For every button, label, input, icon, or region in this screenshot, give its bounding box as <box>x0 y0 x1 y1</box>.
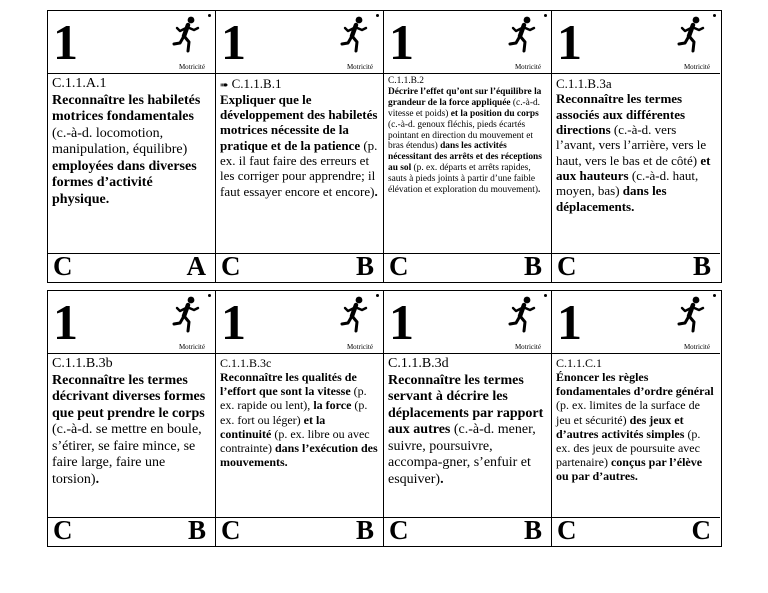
running-figure-icon <box>676 14 706 54</box>
category-label: Motricité <box>178 343 205 351</box>
card-header <box>384 11 551 74</box>
running-figure-icon <box>171 294 201 334</box>
footer-letter-left: C <box>389 515 409 545</box>
category-label: Motricité <box>346 63 373 71</box>
footer-letter-right: C <box>691 515 711 545</box>
outcome-card <box>552 291 720 546</box>
card-number: 1 <box>557 14 582 70</box>
card-footer <box>216 517 383 546</box>
outcome-text-bold: et la position du corps <box>450 108 539 119</box>
outcome-text-bold: employées dans diverses formes d’activité physique. <box>52 158 197 207</box>
outcome-text: (p. ex. limites de la surface de jeu et sécurité) <box>556 398 700 427</box>
corner-dot-icon <box>208 14 211 17</box>
outcome-text-bold: . <box>537 185 541 196</box>
outcome-text: (c.-à-d. se mettre en boule, s’étirer, se faire mince, se faire large, faire une torsion) <box>52 422 202 487</box>
footer-letter-right: B <box>355 251 374 281</box>
card-footer <box>552 253 720 282</box>
card-footer <box>384 517 551 546</box>
outcome-text-bold: Reconnaître les termes associés aux différentes directions <box>556 91 686 137</box>
outcome-text-bold: . <box>440 471 444 487</box>
card-footer <box>48 517 215 546</box>
outcome-text: (c.-à-d. locomotion, manipulation, équilibre) <box>52 125 188 158</box>
outcome-code: C.1.1.C.1 <box>556 356 603 370</box>
outcome-card <box>48 291 216 546</box>
footer-letter-right: B <box>523 515 542 545</box>
outcome-text: (p. ex. rapide ou lent), <box>220 384 367 413</box>
running-figure-icon <box>507 294 537 334</box>
running-figure-icon <box>171 14 201 54</box>
card-header <box>552 11 720 74</box>
outcome-text-bold: . <box>95 471 100 487</box>
outcome-code: C.1.1.A.1 <box>52 76 107 91</box>
card-number: 1 <box>221 294 246 350</box>
outcome-text: (p. ex. des jeux de poursuite avec partenaire) <box>556 426 701 470</box>
outcome-code: C.1.1.B.3d <box>388 356 449 371</box>
card-row <box>47 290 722 547</box>
card-footer <box>384 253 551 282</box>
card-body <box>48 74 215 253</box>
outcome-code: C.1.1.B.2 <box>388 76 424 86</box>
arrow-icon: ➠ <box>220 80 229 91</box>
footer-letter-left: C <box>221 515 241 545</box>
running-figure-icon <box>676 294 706 334</box>
footer-letter-left: C <box>53 251 73 281</box>
footer-letter-right: B <box>187 515 206 545</box>
card-header <box>48 291 215 354</box>
card-number: 1 <box>53 294 78 350</box>
outcome-text-bold: des jeux et d’autres activités simples <box>556 412 685 441</box>
category-label: Motricité <box>178 63 205 71</box>
corner-dot-icon <box>713 14 716 17</box>
running-figure-icon <box>339 14 369 54</box>
card-footer <box>216 253 383 282</box>
footer-letter-right: A <box>186 251 206 281</box>
footer-letter-left: C <box>557 251 577 281</box>
card-header <box>48 11 215 74</box>
outcome-text: (c.-à-d. vers l’avant, vers l’arrière, vers le haut, vers le bas et de côté) <box>556 121 707 168</box>
outcome-text-bold: la force <box>313 398 352 413</box>
outcome-text-bold: Reconnaître les termes décrivant diverses formes que peut prendre le corps <box>52 372 206 421</box>
outcome-text: (p. ex. il faut faire des erreurs et les corriger pour apprendre; il faut essayer encore et encore) <box>220 137 378 199</box>
outcome-text-bold: conçus par l’élève ou par d’autres. <box>556 455 703 484</box>
footer-letter-left: C <box>557 515 577 545</box>
corner-dot-icon <box>544 14 547 17</box>
card-header <box>552 291 720 354</box>
outcome-code: C.1.1.B.1 <box>231 76 282 91</box>
outcome-text: (p. ex. départs et arrêts rapides, sauts à pieds joints à partir d’une faible élévation et exploration du mouvement) <box>388 163 538 196</box>
category-label: Motricité <box>683 343 710 351</box>
outcome-code-line <box>220 76 379 92</box>
card-number: 1 <box>53 14 78 70</box>
footer-letter-right: B <box>692 251 711 281</box>
outcome-text-bold: dans les déplacements. <box>556 183 667 214</box>
outcome-code: C.1.1.B.3b <box>52 356 113 371</box>
category-label: Motricité <box>346 343 373 351</box>
card-header <box>216 291 383 354</box>
outcome-text-bold: dans les activités nécessitant des arrêts et des réceptions au sol <box>388 141 542 174</box>
card-body <box>216 354 383 517</box>
card-footer <box>552 517 720 546</box>
category-label: Motricité <box>683 63 710 71</box>
footer-letter-left: C <box>389 251 409 281</box>
outcome-text-bold: Expliquer que le développement des habiletés motrices nécessite de la pratique et de la patience <box>220 91 378 153</box>
card-number: 1 <box>557 294 582 350</box>
outcome-text: (c.-à-d. genoux fléchis, pieds écartés pointant en direction du mouvement et bras étendus) <box>388 119 534 152</box>
outcome-code: C.1.1.B.3c <box>220 356 272 370</box>
outcome-text-bold: et aux hauteurs <box>556 152 711 183</box>
corner-dot-icon <box>376 294 379 297</box>
card-number: 1 <box>221 14 246 70</box>
category-label: Motricité <box>514 63 541 71</box>
outcome-text-bold: . <box>374 183 378 199</box>
card-row <box>47 10 722 283</box>
outcome-card <box>216 11 384 282</box>
outcome-code: C.1.1.B.3a <box>556 76 612 91</box>
footer-letter-left: C <box>221 251 241 281</box>
corner-dot-icon <box>208 294 211 297</box>
outcome-text-bold: dans l’exécution des mouvements. <box>220 440 378 470</box>
outcome-card <box>552 11 720 282</box>
outcome-text: (c.-à-d. haut, moyen, bas) <box>556 167 699 199</box>
outcome-card <box>384 291 552 546</box>
outcome-text-bold: Reconnaître les qualités de l’effort que sont la vitesse <box>220 370 357 399</box>
footer-letter-left: C <box>53 515 73 545</box>
card-body <box>384 74 551 253</box>
outcome-card <box>384 11 552 282</box>
outcome-text-bold: Reconnaître les habiletés motrices fondamentales <box>52 92 201 125</box>
outcome-text-bold: Énoncer les règles fondamentales d’ordre général <box>556 370 714 399</box>
outcome-text-bold: Reconnaître les termes servant à décrire les déplacements par rapport aux autres <box>388 372 544 438</box>
corner-dot-icon <box>713 294 716 297</box>
category-label: Motricité <box>514 343 541 351</box>
outcome-card <box>48 11 216 282</box>
card-body <box>384 354 551 517</box>
footer-letter-right: B <box>523 251 542 281</box>
card-sheet <box>47 10 722 547</box>
outcome-card <box>216 291 384 546</box>
corner-dot-icon <box>544 294 547 297</box>
card-footer <box>48 253 215 282</box>
outcome-text: (c.-à-d. mener, suivre, poursuivre, accompa-gner, s’enfuir et esquiver) <box>388 422 536 487</box>
card-header <box>384 291 551 354</box>
card-body <box>48 354 215 517</box>
outcome-text-bold: Décrire l’effet qu’ont sur l’équilibre la grandeur de la force appliquée <box>388 86 542 108</box>
outcome-text-bold: et la continuité <box>220 412 326 441</box>
corner-dot-icon <box>376 14 379 17</box>
footer-letter-right: B <box>355 515 374 545</box>
card-body <box>552 354 720 517</box>
running-figure-icon <box>339 294 369 334</box>
card-number: 1 <box>389 14 414 70</box>
running-figure-icon <box>507 14 537 54</box>
card-body <box>216 74 383 253</box>
card-body <box>552 74 720 253</box>
card-header <box>216 11 383 74</box>
outcome-text: (p. ex. libre ou avec contrainte) <box>220 426 370 455</box>
card-number: 1 <box>389 294 414 350</box>
outcome-text: (c.-à-d. vitesse et poids) <box>388 97 540 119</box>
outcome-text: (p. ex. fort ou léger) <box>220 398 368 427</box>
